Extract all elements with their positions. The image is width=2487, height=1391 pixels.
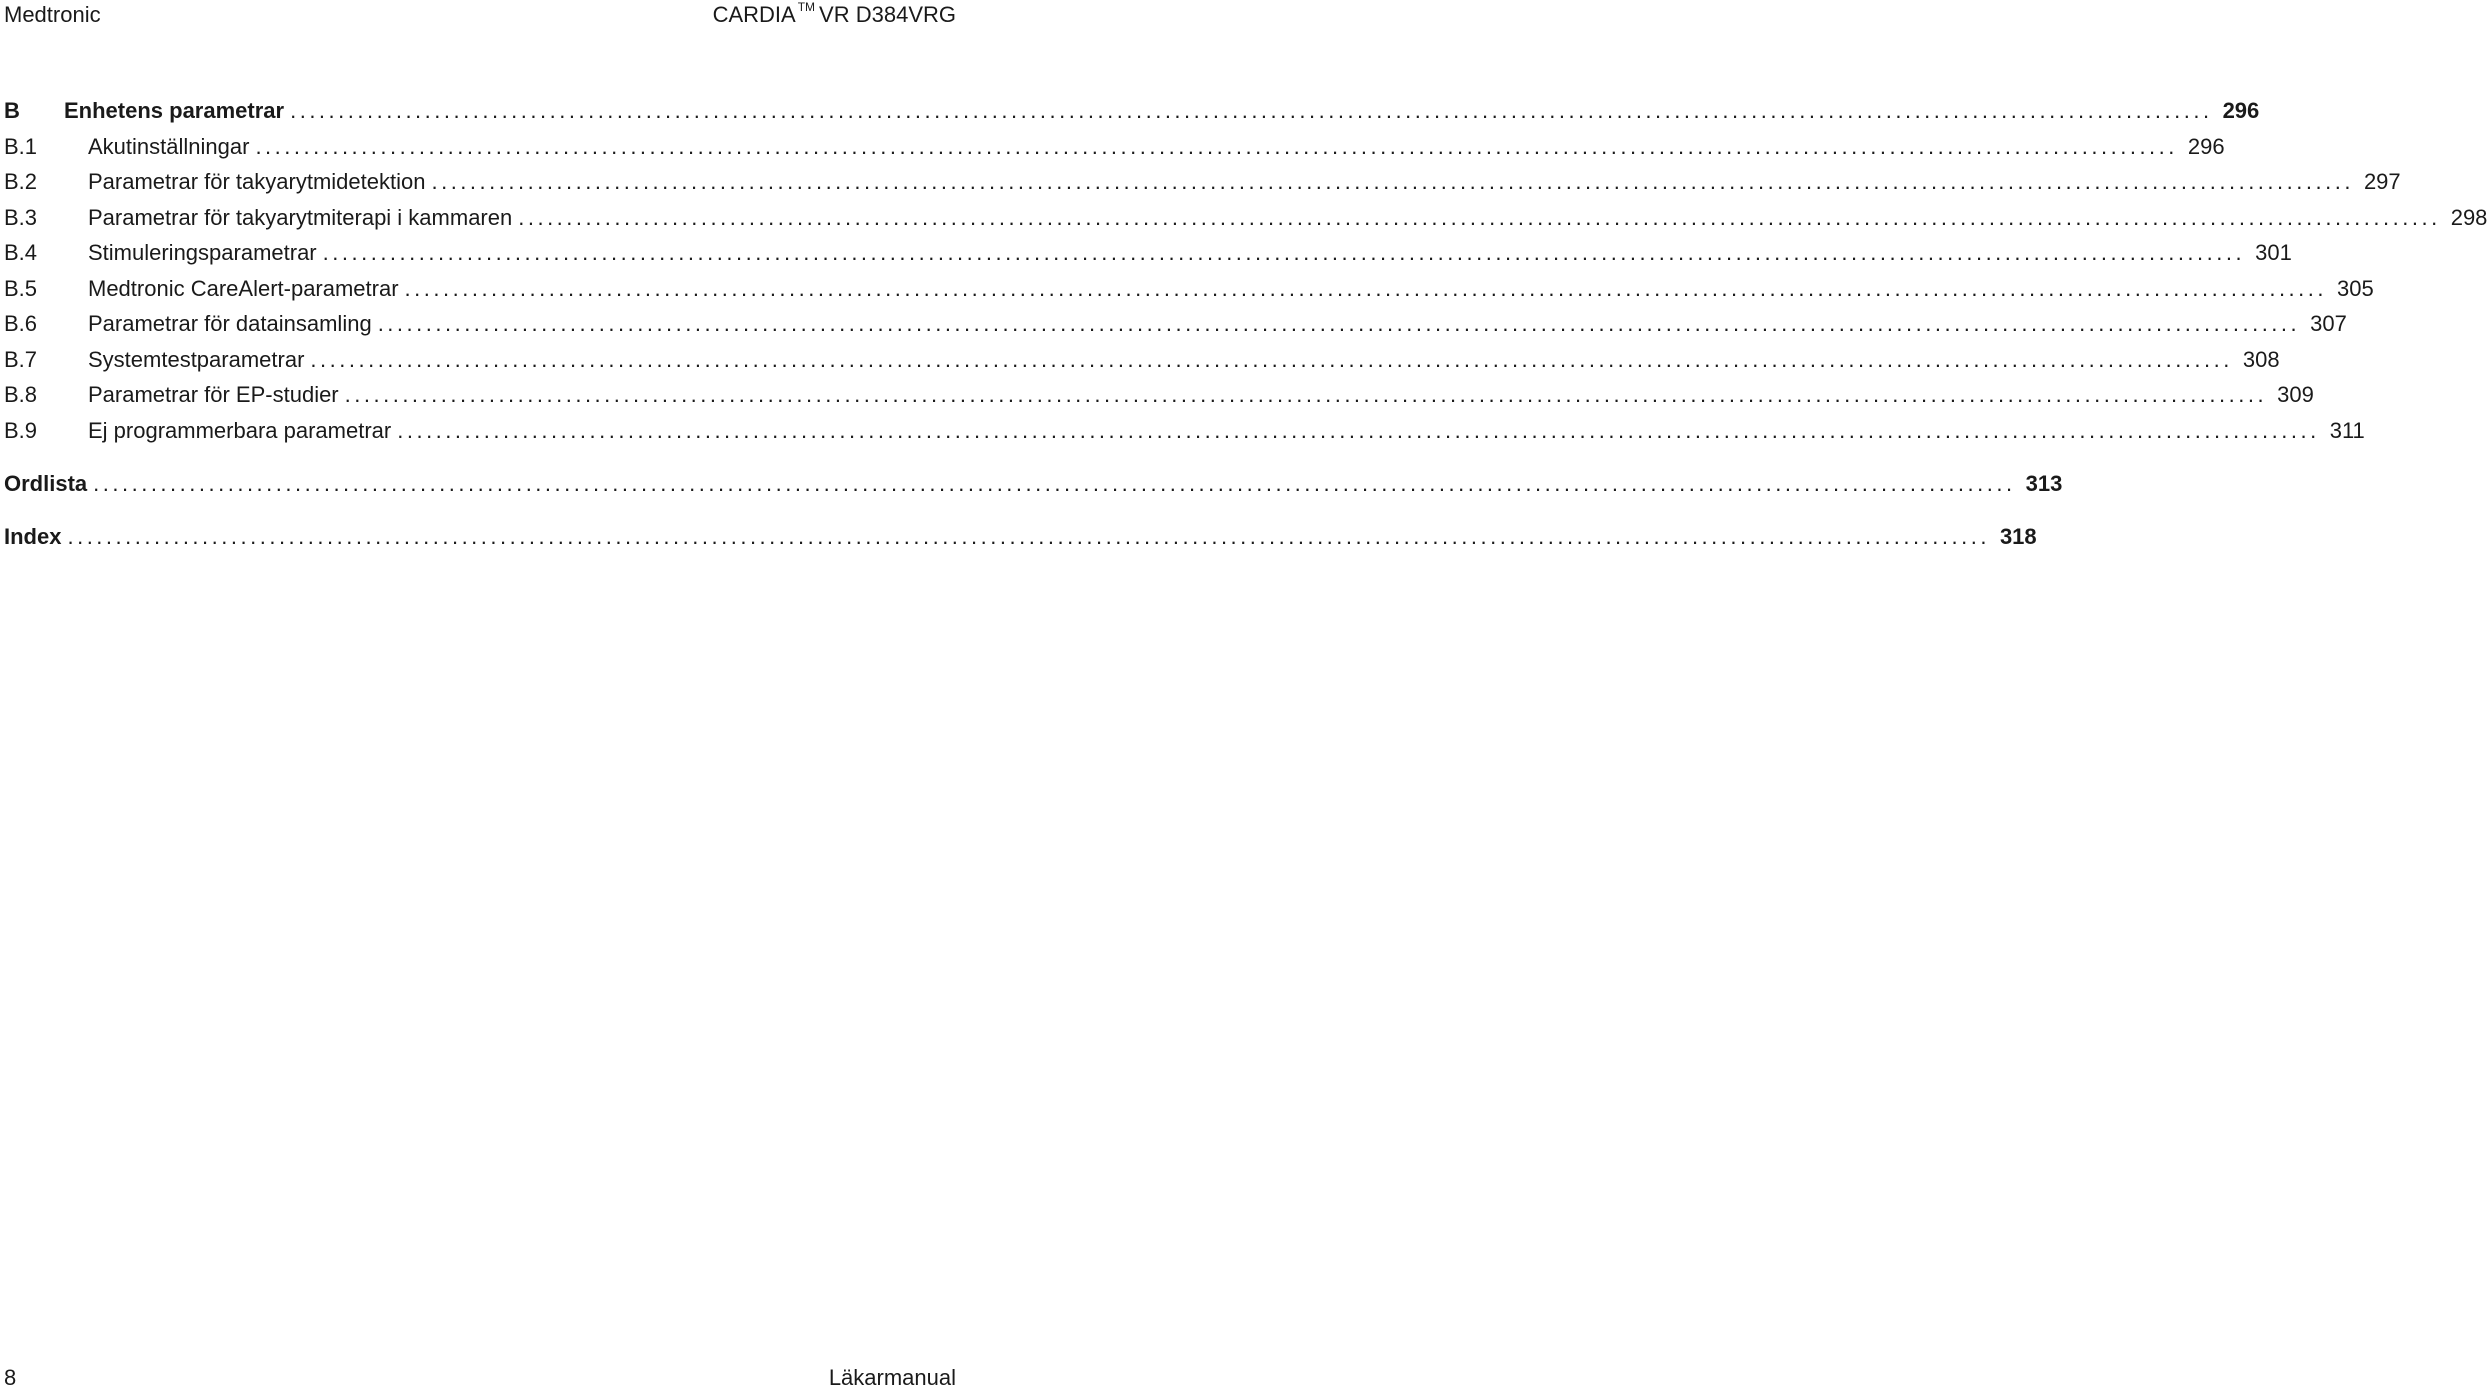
toc-page: 309 — [2277, 382, 2314, 407]
toc-section[interactable] — [4, 275, 2374, 312]
toc-glossary[interactable] — [4, 471, 2063, 507]
dot-leader: ........................................................................................................................................................................................................ — [93, 471, 2016, 496]
toc-section[interactable] — [4, 169, 2401, 205]
toc-number: B.4 — [4, 240, 38, 265]
toc-title: Parametrar för EP-studier — [88, 382, 339, 407]
toc-number: B.7 — [4, 346, 38, 372]
toc-index[interactable] — [4, 523, 2037, 560]
footer-manual-title: Läkarmanual — [828, 1365, 956, 1390]
toc-number: B.2 — [4, 169, 38, 194]
toc-title: Stimuleringsparametrar — [88, 240, 317, 265]
toc-title: Parametrar för takyarytmiterapi i kammaren — [88, 204, 513, 230]
toc-section[interactable] — [4, 240, 2292, 276]
toc-title: Parametrar för takyarytmidetektion — [88, 169, 426, 194]
toc-number: B.9 — [4, 417, 38, 443]
toc-title: Ej programmerbara parametrar — [88, 417, 392, 443]
toc-title: Systemtestparametrar — [88, 346, 305, 372]
toc-number: B.1 — [4, 133, 38, 159]
toc-section[interactable] — [4, 382, 2314, 418]
toc-title: Parametrar för datainsamling — [88, 311, 372, 336]
dot-leader: ........................................................................................................................................................................................................ — [404, 275, 2328, 301]
dot-leader: ........................................................................................................................................................................................................ — [255, 133, 2178, 159]
toc-title: Akutinställningar — [88, 133, 250, 159]
dot-leader: ........................................................................................................................................................................................................ — [67, 523, 1990, 549]
header-brand: Medtronic — [4, 2, 101, 27]
product-name: CARDIA — [712, 2, 796, 27]
toc-page: 308 — [2242, 346, 2280, 372]
toc-page: 296 — [2222, 98, 2260, 123]
dot-leader: ........................................................................................................................................................................................................ — [322, 240, 2246, 265]
toc-section[interactable] — [4, 133, 2225, 170]
toc-number: B.8 — [4, 382, 38, 407]
toc-section[interactable] — [4, 417, 2365, 454]
toc-page: 307 — [2310, 311, 2347, 336]
dot-leader: ........................................................................................................................................................................................................ — [290, 98, 2213, 123]
toc-page: 313 — [2025, 471, 2063, 496]
dot-leader: ........................................................................................................................................................................................................ — [377, 311, 2301, 336]
toc-section[interactable] — [4, 204, 2487, 241]
toc-page: 305 — [2337, 275, 2374, 301]
toc-number: B.3 — [4, 204, 38, 230]
dot-leader: ........................................................................................................................................................................................................ — [431, 169, 2354, 194]
header-product — [713, 2, 956, 28]
toc-section[interactable] — [4, 346, 2280, 383]
toc-title: Enhetens parametrar — [64, 98, 285, 123]
product-model: VR D384VRG — [819, 2, 956, 27]
toc-title: Index — [4, 523, 62, 549]
toc-page: 318 — [1999, 523, 2037, 549]
toc-page: 301 — [2255, 240, 2292, 265]
toc-number: B.6 — [4, 311, 38, 336]
toc-section[interactable] — [4, 311, 2347, 347]
dot-leader: ........................................................................................................................................................................................................ — [310, 346, 2233, 372]
table-of-contents — [4, 98, 2487, 559]
dot-leader: ........................................................................................................................................................................................................ — [397, 417, 2320, 443]
toc-page: 298 — [2450, 204, 2487, 230]
toc-title: Ordlista — [4, 471, 88, 496]
trademark-mark: TM — [797, 0, 816, 14]
toc-chapter-b[interactable] — [4, 98, 2260, 134]
toc-title: Medtronic CareAlert-parametrar — [88, 275, 399, 301]
toc-number: B — [4, 98, 20, 123]
footer-page-number: 8 — [4, 1365, 17, 1390]
toc-page: 297 — [2363, 169, 2401, 194]
dot-leader: ........................................................................................................................................................................................................ — [344, 382, 2268, 407]
toc-number: B.5 — [4, 275, 38, 301]
toc-page: 311 — [2329, 417, 2365, 443]
dot-leader: ........................................................................................................................................................................................................ — [518, 204, 2441, 230]
toc-page: 296 — [2187, 133, 2225, 159]
